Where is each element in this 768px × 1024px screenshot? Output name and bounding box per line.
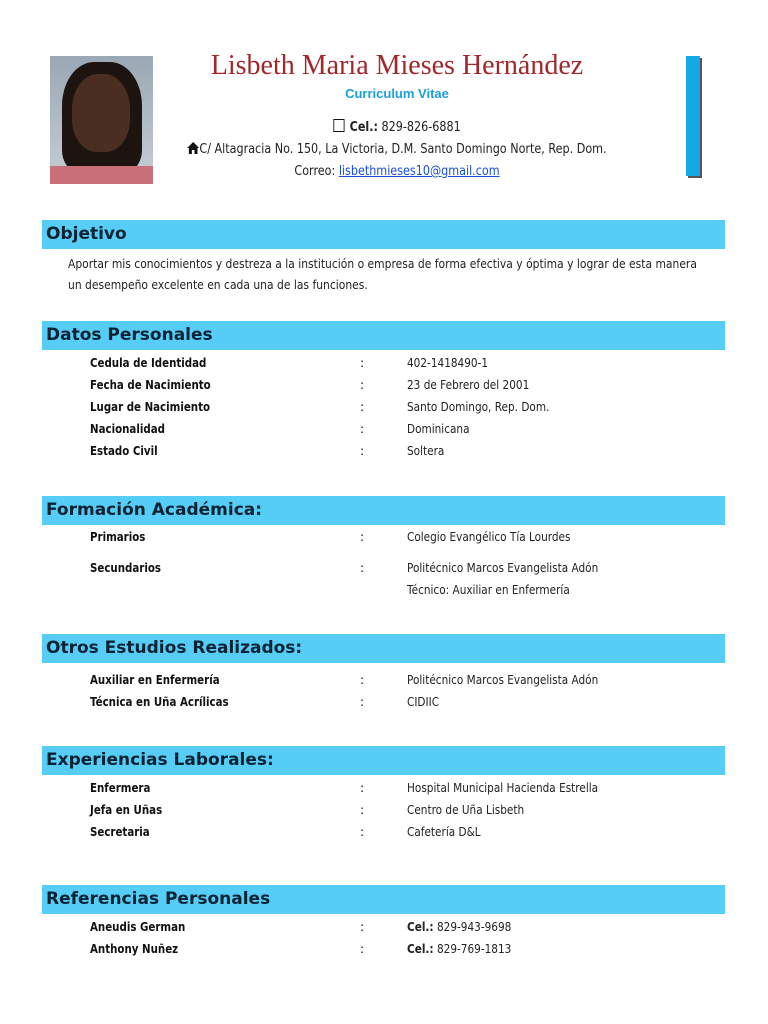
- home-icon: [187, 142, 199, 154]
- row-key: Nacionalidad: [90, 421, 165, 436]
- row-key: Jefa en Uñas: [90, 802, 163, 817]
- row-value: Politécnico Marcos Evangelista Adón: [407, 560, 599, 575]
- objetivo-line-2: un desempeño excelente en cada una de las funciones.: [68, 277, 368, 292]
- section-objetivo: [42, 220, 725, 249]
- table-row: [0, 399, 768, 421]
- row-colon: :: [360, 780, 365, 795]
- email-line: [185, 164, 610, 179]
- photo-shirt: [50, 166, 153, 184]
- row-colon: :: [360, 377, 365, 392]
- address-line: [185, 142, 610, 157]
- section-title: Experiencias Laborales:: [46, 750, 274, 770]
- row-value: CIDIIC: [407, 694, 440, 709]
- section-datos-personales: [42, 321, 725, 350]
- section-title: Datos Personales: [46, 325, 213, 345]
- section-referencias-personales: [42, 885, 725, 914]
- table-row: [0, 377, 768, 399]
- row-value: Hospital Municipal Hacienda Estrella: [407, 780, 599, 795]
- table-row: [0, 421, 768, 443]
- phone-value: 829-826-6881: [377, 120, 461, 135]
- table-row: [0, 672, 768, 694]
- table-row: [0, 582, 768, 604]
- row-key: Estado Civil: [90, 443, 158, 458]
- row-key: Primarios: [90, 529, 146, 544]
- row-colon: :: [360, 529, 365, 544]
- row-key: Auxiliar en Enfermería: [90, 672, 220, 687]
- row-value: [407, 941, 511, 956]
- phone-number: 829-943-9698: [433, 919, 512, 934]
- page-title: Lisbeth Maria Mieses Hernández: [210, 50, 584, 81]
- phone-label: Cel.:: [349, 120, 378, 135]
- objetivo-line-1: Aportar mis conocimientos y destreza a la institución o empresa de forma efectiva y óptima y lograr de esta manera: [68, 256, 697, 271]
- table-row: [0, 824, 768, 846]
- table-row: [0, 529, 768, 551]
- phone-label: Cel.:: [407, 941, 434, 956]
- section-title: Formación Académica:: [46, 500, 263, 520]
- row-colon: :: [360, 421, 365, 436]
- row-key: Secretaria: [90, 824, 150, 839]
- row-value: Dominicana: [407, 421, 470, 436]
- row-value: Santo Domingo, Rep. Dom.: [407, 399, 550, 414]
- table-row: [0, 694, 768, 716]
- row-value: Colegio Evangélico Tía Lourdes: [407, 529, 571, 544]
- document-subtitle: Curriculum Vitae: [345, 86, 449, 101]
- row-value: 402-1418490-1: [407, 355, 489, 370]
- row-key: Enfermera: [90, 780, 151, 795]
- row-value: Soltera: [407, 443, 445, 458]
- table-row: [0, 802, 768, 824]
- phone-number: 829-769-1813: [433, 941, 512, 956]
- table-row: [0, 355, 768, 377]
- row-key: Anthony Nuñez: [90, 941, 179, 956]
- section-experiencias-laborales: [42, 746, 725, 775]
- table-row: [0, 941, 768, 963]
- row-key: Fecha de Nacimiento: [90, 377, 211, 392]
- row-colon: :: [360, 672, 365, 687]
- row-key: Técnica en Uña Acrílicas: [90, 694, 229, 709]
- row-colon: :: [360, 802, 365, 817]
- row-colon: :: [360, 443, 365, 458]
- row-key: Secundarios: [90, 560, 161, 575]
- row-value: 23 de Febrero del 2001: [407, 377, 530, 392]
- row-colon: :: [360, 560, 365, 575]
- section-formacion-academica: [42, 496, 725, 525]
- table-row: [0, 780, 768, 802]
- row-value-secondary: Técnico: Auxiliar en Enfermería: [407, 582, 570, 597]
- row-value: Centro de Uña Lisbeth: [407, 802, 525, 817]
- section-title: Objetivo: [46, 224, 127, 244]
- row-value: Cafetería D&L: [407, 824, 481, 839]
- row-value: Politécnico Marcos Evangelista Adón: [407, 672, 599, 687]
- row-key: Aneudis German: [90, 919, 186, 934]
- row-colon: :: [360, 355, 365, 370]
- row-colon: :: [360, 399, 365, 414]
- objetivo-text: [68, 253, 722, 295]
- table-row: [0, 919, 768, 941]
- profile-photo: [50, 56, 153, 184]
- table-row: [0, 560, 768, 582]
- section-title: Referencias Personales: [46, 889, 271, 909]
- row-key: Lugar de Nacimiento: [90, 399, 211, 414]
- address-text: C/ Altagracia No. 150, La Victoria, D.M. Santo Domingo Norte, Rep. Dom.: [199, 142, 607, 157]
- row-colon: :: [360, 824, 365, 839]
- row-colon: :: [360, 919, 365, 934]
- row-value: [407, 919, 511, 934]
- section-title: Otros Estudios Realizados:: [46, 638, 303, 658]
- table-row: [0, 443, 768, 465]
- email-link[interactable]: lisbethmieses10@gmail.com: [338, 164, 500, 179]
- row-colon: :: [360, 694, 365, 709]
- section-otros-estudios: [42, 634, 725, 663]
- phone-label: Cel.:: [407, 919, 434, 934]
- row-colon: :: [360, 941, 365, 956]
- checkbox-icon: [333, 119, 344, 132]
- photo-face: [72, 74, 130, 152]
- accent-bar: [686, 56, 700, 176]
- row-key: Cedula de Identidad: [90, 355, 207, 370]
- phone-line: [185, 119, 610, 135]
- email-label: Correo:: [294, 164, 339, 179]
